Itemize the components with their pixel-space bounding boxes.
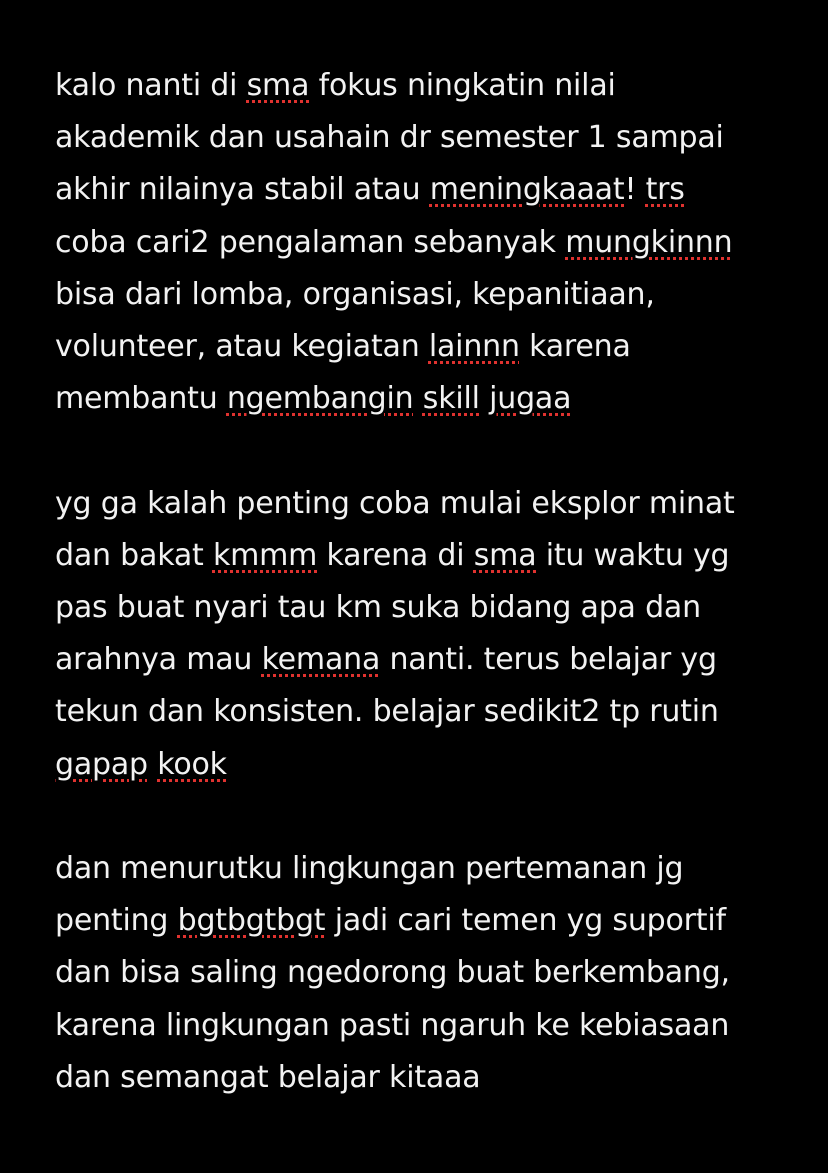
text-segment: arahnya mau <box>55 642 262 678</box>
text-line <box>55 164 795 216</box>
misspelled-word: kmmm <box>212 537 318 573</box>
text-segment: karena lingkungan pasti ngaruh ke kebiasaan <box>55 1007 730 1043</box>
text-segment: membantu <box>55 381 227 417</box>
text-line <box>55 60 795 112</box>
misspelled-word: sma <box>246 68 310 103</box>
text-segment: karena di <box>317 537 474 573</box>
paragraph-gap <box>55 791 795 843</box>
text-segment: dan menurutku lingkungan pertemanan jg <box>55 851 684 887</box>
text-segment: dan bakat <box>55 537 213 573</box>
text-line <box>55 1052 795 1104</box>
text-segment: jadi cari temen yg suportif <box>325 903 726 939</box>
text-line <box>55 634 795 686</box>
paragraph-3 <box>55 843 795 1104</box>
paragraph-2 <box>55 478 795 791</box>
misspelled-word: meningkaaat <box>429 172 625 208</box>
text-line <box>55 269 795 321</box>
text-line <box>55 739 795 791</box>
text-segment: bisa dari lomba, organisasi, kepanitiaan, <box>55 276 655 312</box>
text-line <box>55 530 795 582</box>
note-text-area[interactable] <box>55 60 795 1104</box>
text-segment: coba cari2 pengalaman sebanyak <box>55 224 566 260</box>
misspelled-word: bgtbgtbgt <box>177 903 326 939</box>
text-segment: karena <box>519 329 631 365</box>
text-segment: akhir nilainya stabil atau <box>55 172 430 208</box>
text-line <box>55 321 795 373</box>
misspelled-word: ngembangin <box>226 381 414 417</box>
paragraph-1 <box>55 60 795 425</box>
misspelled-word: lainnn <box>428 329 520 365</box>
misspelled-word: gapap <box>55 746 148 782</box>
misspelled-word: mungkinnn <box>565 224 733 260</box>
text-segment <box>480 381 489 416</box>
text-segment: akademik dan usahain dr semester 1 sampai <box>55 120 724 156</box>
text-line <box>55 582 795 634</box>
text-line <box>55 895 795 947</box>
text-line <box>55 373 795 425</box>
text-line <box>55 947 795 999</box>
misspelled-word: sma <box>473 537 537 573</box>
text-segment: tekun dan konsisten. belajar sedikit2 tp rutin <box>55 694 719 730</box>
misspelled-word: kook <box>157 746 227 782</box>
text-segment <box>413 381 422 416</box>
text-segment: kalo nanti di <box>55 68 247 103</box>
misspelled-word: trs <box>645 172 685 208</box>
text-segment <box>148 747 157 782</box>
misspelled-word: kemana <box>261 642 381 678</box>
text-segment: itu waktu yg <box>536 537 730 573</box>
text-segment: nanti. terus belajar yg <box>380 642 717 678</box>
text-line <box>55 843 795 895</box>
text-segment: ! <box>624 172 646 208</box>
text-segment: volunteer, atau kegiatan <box>55 329 429 365</box>
text-segment: dan semangat belajar kitaaa <box>55 1059 481 1095</box>
text-line <box>55 478 795 530</box>
text-line <box>55 1000 795 1052</box>
text-line <box>55 686 795 738</box>
misspelled-word: skill <box>422 381 480 417</box>
text-segment: dan bisa saling ngedorong buat berkembang, <box>55 955 730 991</box>
text-segment: pas buat nyari tau km suka bidang apa dan <box>55 590 701 626</box>
text-line <box>55 112 795 164</box>
text-segment: penting <box>55 903 178 939</box>
misspelled-word: jugaa <box>489 381 572 417</box>
text-segment: fokus ningkatin nilai <box>309 68 616 103</box>
paragraph-gap <box>55 425 795 477</box>
text-segment: yg ga kalah penting coba mulai eksplor minat <box>55 485 735 521</box>
text-line <box>55 217 795 269</box>
